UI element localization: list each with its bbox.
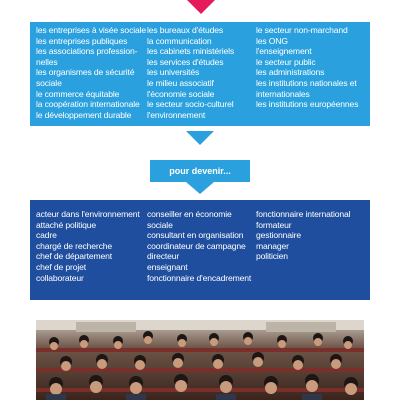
list-item: conseiller en économie xyxy=(147,209,232,219)
blue-arrow-icon xyxy=(186,131,214,145)
sectors-panel xyxy=(30,22,370,126)
list-item: chef de département xyxy=(36,251,112,262)
list-item: le milieu associatif xyxy=(147,77,214,88)
banner-arrow-icon xyxy=(186,182,214,194)
list-item: le secteur non-marchand xyxy=(256,25,348,35)
careers-column-3 xyxy=(256,209,350,262)
sectors-column-1 xyxy=(36,25,144,120)
pink-arrow-icon xyxy=(187,0,215,14)
list-item: enseignant xyxy=(147,261,188,272)
list-item: l'enseignement xyxy=(256,46,312,57)
list-item: les entreprises publiques xyxy=(36,35,128,46)
sectors-column-3 xyxy=(256,25,368,110)
list-item: coordinateur de campagne xyxy=(147,240,246,251)
list-item: acteur dans l'environnement xyxy=(36,209,140,219)
list-item: chargé de recherche xyxy=(36,240,112,251)
students-photo xyxy=(36,320,364,400)
list-item: le secteur socio-culturel xyxy=(147,99,234,110)
list-item: collaborateur xyxy=(36,272,84,283)
list-item: les services d'études xyxy=(147,56,224,67)
list-item: politicien xyxy=(256,251,288,262)
list-item: la coopération internationale xyxy=(36,99,140,110)
list-item: les institutions européennes xyxy=(256,99,359,110)
list-item: les organismes de sécurité xyxy=(36,67,135,78)
list-item: nelles xyxy=(36,56,58,67)
list-item: les ONG xyxy=(256,35,288,46)
careers-column-2 xyxy=(147,209,251,283)
list-item: le commerce équitable xyxy=(36,88,120,99)
list-item: les administrations xyxy=(256,67,325,78)
list-item: sociale xyxy=(36,77,62,88)
list-item: cadre xyxy=(36,230,57,241)
list-item: fonctionnaire international xyxy=(256,209,351,219)
list-item: les cabinets ministériels xyxy=(147,46,234,57)
list-item: chef de projet xyxy=(36,261,86,272)
list-item: formateur xyxy=(256,219,292,230)
list-item: directeur xyxy=(147,251,180,262)
list-item: les institutions nationales et xyxy=(256,77,357,88)
sectors-column-2 xyxy=(147,25,255,120)
list-item: manager xyxy=(256,240,289,251)
list-item: internationales xyxy=(256,88,310,99)
pour-devenir-banner: pour devenir... xyxy=(150,160,250,182)
lecture-hall-illustration xyxy=(36,320,364,400)
careers-column-1 xyxy=(36,209,140,283)
careers-panel xyxy=(30,200,370,300)
list-item: la communication xyxy=(147,35,212,46)
list-item: consultant en organisation xyxy=(147,230,244,241)
list-item: gestionnaire xyxy=(256,230,302,241)
list-item: attaché politique xyxy=(36,219,97,230)
list-item: les associations profession- xyxy=(36,46,138,57)
list-item: l'environnement xyxy=(147,109,206,120)
list-item: les entreprises à visée sociale xyxy=(36,25,146,35)
list-item: le secteur public xyxy=(256,56,316,67)
list-item: sociale xyxy=(147,219,173,230)
list-item: l'économie sociale xyxy=(147,88,215,99)
list-item: le développement durable xyxy=(36,109,132,120)
list-item: fonctionnaire d'encadrement xyxy=(147,272,252,283)
list-item: les bureaux d'études xyxy=(147,25,224,35)
list-item: les universités xyxy=(147,67,200,78)
